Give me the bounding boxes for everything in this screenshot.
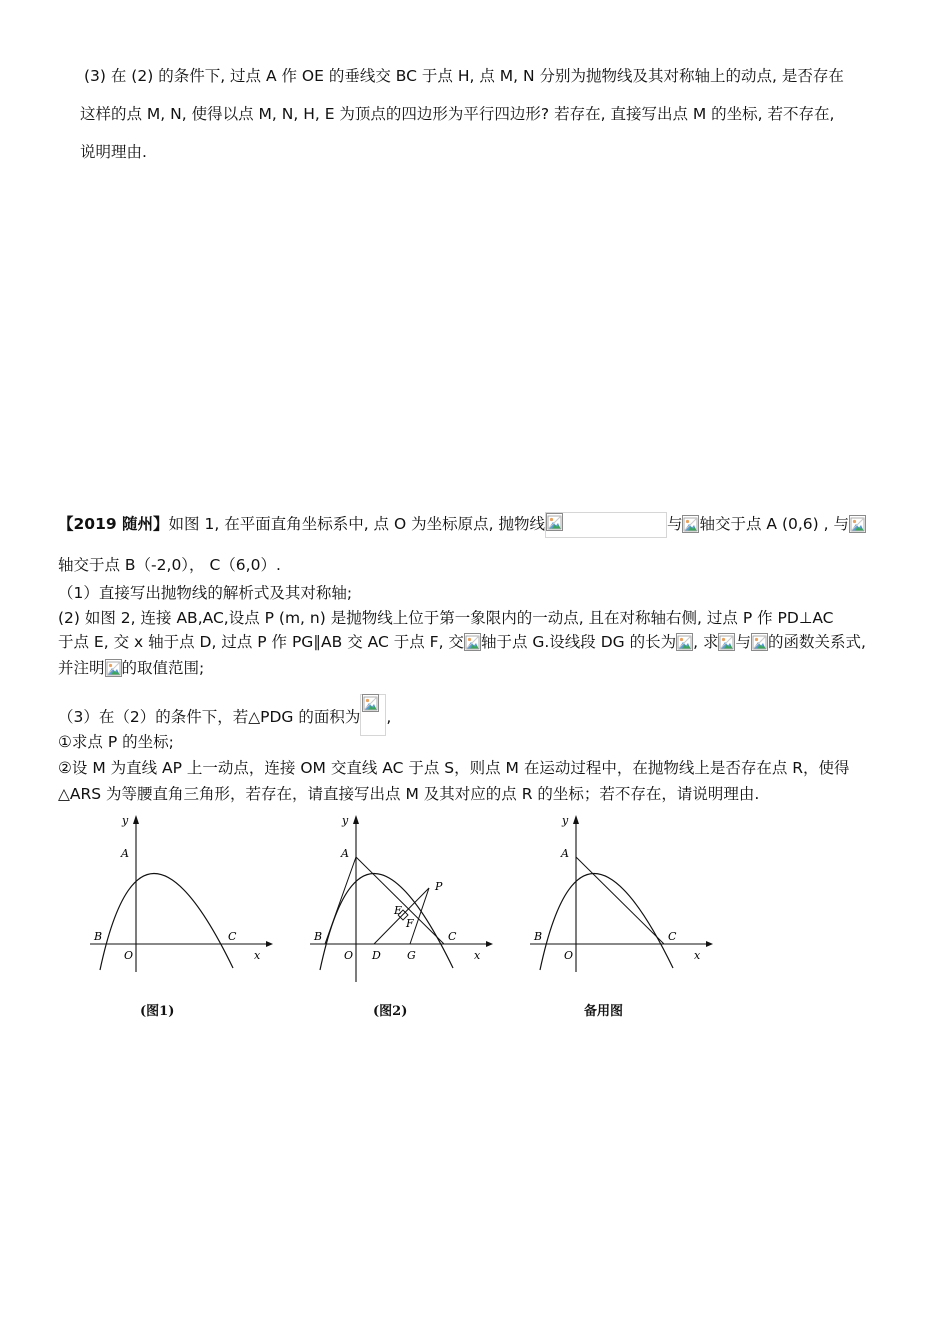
segment-AC bbox=[356, 857, 444, 944]
broken-image-icon bbox=[676, 633, 693, 651]
label-G: G bbox=[407, 949, 416, 962]
question-3-sub2-line2: △ARS 为等腰直角三角形，若存在，请直接写出点 M 及其对应的点 R 的坐标；若不存在，请说明理由. bbox=[58, 785, 760, 803]
intro-text-a: 如图 1, 在平面直角坐标系中, 点 O 为坐标原点, 抛物线 bbox=[168, 515, 545, 533]
question-3-sub2-line1: ②设 M 为直线 AP 上一动点，连接 OM 交直线 AC 于点 S，则点 M 在运动过程中，在抛物线上是否存在点 R，使得 bbox=[58, 759, 850, 777]
figure-3-graph bbox=[530, 812, 720, 982]
label-F: F bbox=[406, 917, 414, 930]
figure-3 bbox=[530, 812, 720, 986]
question-2-line3 bbox=[58, 658, 204, 678]
label-B: B bbox=[314, 930, 323, 943]
parabola bbox=[540, 873, 673, 970]
parabola bbox=[320, 873, 453, 970]
broken-image-glyph bbox=[719, 634, 734, 650]
broken-image-glyph bbox=[547, 514, 562, 530]
figure-1-caption: (图1) bbox=[140, 1004, 175, 1019]
prev-part3-line1: (3) 在 (2) 的条件下, 过点 A 作 OE 的垂线交 BC 于点 H, 点 M, N 分别为抛物线及其对称轴上的动点, 是否存在 bbox=[84, 67, 844, 85]
problem-intro bbox=[58, 512, 866, 538]
label-A: A bbox=[341, 847, 349, 860]
question-1: （1）直接写出抛物线的解析式及其对称轴; bbox=[58, 584, 353, 602]
question-2-line1: (2) 如图 2, 连接 AB,AC,设点 P (m, n) 是抛物线上位于第一象限内的一动点, 且在对称轴右侧, 过点 P 作 PD⊥AC bbox=[58, 609, 834, 627]
question-3 bbox=[58, 694, 391, 736]
broken-image-icon bbox=[362, 694, 379, 712]
label-A: A bbox=[121, 847, 129, 860]
x-axis-arrow bbox=[706, 941, 713, 947]
label-B: B bbox=[94, 930, 103, 943]
broken-image-glyph bbox=[363, 695, 378, 711]
q2-text-b: 轴于点 G.设线段 DG 的长为 bbox=[480, 633, 677, 651]
label-O: O bbox=[344, 949, 354, 962]
label-y: y bbox=[342, 814, 349, 827]
broken-image-icon bbox=[682, 515, 699, 533]
broken-image-icon bbox=[105, 659, 122, 677]
prev-part3-line2: 这样的点 M, N, 使得以点 M, N, H, E 为顶点的四边形为平行四边形? 若存在, 直接写出点 M 的坐标, 若不存在, bbox=[80, 105, 835, 123]
figure-2-caption: (图2) bbox=[373, 1004, 408, 1019]
broken-image-glyph bbox=[106, 660, 121, 676]
label-C: C bbox=[668, 930, 677, 943]
q2-text-d: 与 bbox=[735, 633, 751, 651]
broken-image-glyph bbox=[850, 516, 865, 532]
segment-AB bbox=[325, 857, 356, 944]
segment-PG bbox=[410, 888, 429, 944]
q2-text-c: , 求 bbox=[693, 633, 719, 651]
prev-part3-line3: 说明理由. bbox=[80, 143, 147, 161]
label-O: O bbox=[564, 949, 574, 962]
broken-image-glyph bbox=[677, 634, 692, 650]
label-y: y bbox=[562, 814, 569, 827]
broken-image-icon bbox=[849, 515, 866, 533]
label-x: x bbox=[254, 949, 261, 962]
figure-1 bbox=[90, 812, 280, 986]
broken-image-glyph bbox=[683, 516, 698, 532]
formula-image-box bbox=[545, 512, 667, 538]
x-axis-arrow bbox=[266, 941, 273, 947]
label-P: P bbox=[435, 880, 443, 893]
parabola bbox=[100, 873, 233, 970]
broken-image-icon bbox=[718, 633, 735, 651]
formula-image-box bbox=[360, 694, 386, 736]
label-y: y bbox=[122, 814, 129, 827]
intro-text-b: 与 bbox=[666, 515, 683, 533]
q2-text-e: 的函数关系式, bbox=[767, 633, 866, 651]
label-E: E bbox=[394, 904, 403, 917]
label-B: B bbox=[534, 930, 543, 943]
intro-text-d: 轴交于点 B（-2,0）， C（6,0）. bbox=[58, 556, 281, 574]
figure-3-caption: 备用图 bbox=[584, 1004, 624, 1019]
intro-text-c: 轴交于点 A (0,6) , 与 bbox=[699, 515, 849, 533]
label-A: A bbox=[561, 847, 569, 860]
broken-image-icon bbox=[751, 633, 768, 651]
x-axis-arrow bbox=[486, 941, 493, 947]
q2-text-a: 于点 E, 交 x 轴于点 D, 过点 P 作 PG∥AB 交 AC 于点 F, 交 bbox=[58, 633, 464, 651]
figure-2 bbox=[310, 812, 500, 986]
segment-AC bbox=[576, 857, 664, 944]
q3-text-b: △PDG 的面积为 bbox=[248, 708, 361, 726]
label-x: x bbox=[694, 949, 701, 962]
question-2-line2 bbox=[58, 632, 866, 652]
label-D: D bbox=[372, 949, 381, 962]
y-axis-arrow bbox=[353, 815, 359, 824]
q2-text-f: 并注明 bbox=[58, 659, 105, 677]
label-x: x bbox=[474, 949, 481, 962]
broken-image-icon bbox=[546, 513, 563, 531]
problem-tag: 【2019 随州】 bbox=[58, 515, 169, 533]
broken-image-glyph bbox=[752, 634, 767, 650]
y-axis-arrow bbox=[133, 815, 139, 824]
figure-2-graph bbox=[310, 812, 500, 982]
figure-1-graph bbox=[90, 812, 280, 982]
y-axis-arrow bbox=[573, 815, 579, 824]
label-C: C bbox=[448, 930, 457, 943]
q3-text-c: , bbox=[386, 708, 392, 726]
q3-text-a: （3）在（2）的条件下，若 bbox=[58, 708, 249, 726]
label-O: O bbox=[124, 949, 134, 962]
label-C: C bbox=[228, 930, 237, 943]
broken-image-glyph bbox=[465, 634, 480, 650]
broken-image-icon bbox=[464, 633, 481, 651]
q2-text-g: 的取值范围; bbox=[121, 659, 205, 677]
question-3-sub1: ①求点 P 的坐标; bbox=[58, 733, 174, 751]
